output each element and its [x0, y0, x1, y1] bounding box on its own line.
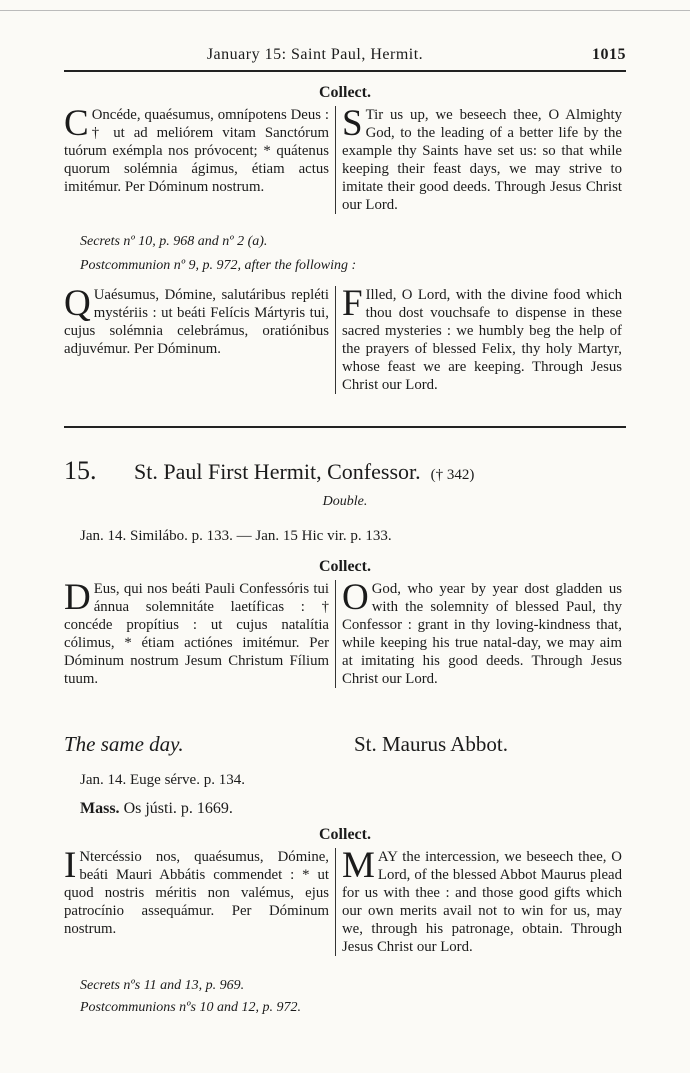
drop-cap: I — [64, 845, 77, 886]
section-rule — [64, 426, 626, 428]
page-number: 1015 — [592, 46, 626, 63]
english-text: Tir us up, we beseech thee, O Almighty God, to the leading of a better life by the example thy Saints have set us: so that while keeping their feast days, we may strive to imitate their good deeds. Through Jesus Christ our Lord. — [342, 107, 622, 213]
feast-number: 15. — [64, 456, 97, 485]
english-text: Illed, O Lord, with the divine food which thou dost vouchsafe to dispense in these sacred mysteries : we humbly beg the help of the prayers of blessed Felix, thy holy Martyr, whose feast we are keeping. Through Jesus Christ our Lord. — [342, 287, 622, 393]
drop-cap: F — [342, 283, 363, 324]
drop-cap: S — [342, 103, 363, 144]
feast-name: St. Paul First Hermit, Confessor. — [134, 459, 421, 484]
english-collect-1 — [335, 103, 622, 214]
same-day-label: The same day. — [64, 732, 184, 756]
collect-heading-3: Collect. — [319, 826, 371, 843]
drop-cap: D — [64, 577, 91, 618]
postcommunion-note-2: Postcommunions nºs 10 and 12, p. 972. — [80, 1000, 301, 1015]
latin-text: Eus, qui nos beáti Pauli Confessóris tui ánnua solemnitáte laetíficas : † concéde propítius : ut cujus natalítia cólimus, * étiam actiónes imitémur. Per Dóminum nostrum Jesum Christum Fílium tuum. — [64, 581, 329, 687]
latin-postcommunion — [64, 283, 335, 394]
drop-cap: O — [342, 577, 369, 618]
saint-name: St. Maurus Abbot. — [354, 732, 509, 756]
feast-rank: Double. — [322, 494, 368, 509]
mass-text: Os jústi. p. 1669. — [123, 800, 233, 817]
drop-cap: Q — [64, 283, 91, 324]
drop-cap: M — [342, 845, 375, 886]
latin-collect-1 — [64, 103, 335, 214]
feast-date: († 342) — [430, 467, 475, 483]
latin-text: Ntercéssio nos, quaésumus, Dómine, beáti Mauri Abbátis commendet : * ut quod nostris méritis non valémus, ejus patrocínio assequámur. Per Dóminum nostrum. — [64, 849, 329, 937]
latin-text: Oncéde, quaésumus, omnípotens Deus : † ut ad meliórem vitam Sanctórum tuórum exémpla nos próvocent; * quátenus quorum solémnia ágimus, étiam actus imitémur. Per Dóminum nostrum. — [64, 107, 329, 195]
english-collect-3 — [335, 845, 622, 956]
drop-cap: C — [64, 103, 89, 144]
mass-line — [80, 800, 233, 818]
english-postcommunion — [335, 283, 622, 394]
running-header — [64, 42, 626, 68]
english-text: AY the intercession, we beseech thee, O Lord, of the blessed Abbot Maurus plead for us with thee : and those good gifts which our own merits avail not to win for us, may we, through his patronage, obtain. Through Jesus Christ our Lord. — [342, 849, 622, 955]
collect-columns-3 — [64, 845, 626, 956]
running-title: January 15: Saint Paul, Hermit. — [206, 46, 424, 63]
latin-collect-2 — [64, 577, 335, 688]
feast-title — [64, 456, 626, 490]
latin-text: Uaésumus, Dómine, salutáribus repléti mystériis : ut beáti Felícis Mártyris tui, cujus solémnia celebrámus, oratiónibus adjuvémur. Per Dóminum. — [64, 287, 329, 357]
secrets-note-1: Secrets nº 10, p. 968 and nº 2 (a). — [80, 234, 268, 249]
secrets-note-2: Secrets nºs 11 and 13, p. 969. — [80, 978, 245, 993]
latin-collect-3 — [64, 845, 335, 956]
header-rule — [64, 70, 626, 72]
collect-heading-1: Collect. — [319, 84, 371, 101]
same-day-heading — [64, 732, 626, 762]
top-border — [0, 10, 690, 11]
postcommunion-note-1: Postcommunion nº 9, p. 972, after the following : — [80, 258, 357, 273]
collect-heading-2: Collect. — [319, 558, 371, 575]
english-collect-2 — [335, 577, 622, 688]
introit-reference-2: Jan. 14. Euge sérve. p. 134. — [80, 772, 245, 788]
english-text: God, who year by year dost gladden us with the solemnity of blessed Paul, thy Confessor : grant in thy loving-kindness that, while keeping his true natal-day, we may aim at imitating his good deeds. Through Jesus Christ our Lord. — [342, 581, 622, 687]
collect-columns-2 — [64, 577, 626, 688]
postcommunion-columns — [64, 283, 626, 394]
mass-label: Mass. — [80, 800, 120, 817]
introit-reference: Jan. 14. Similábo. p. 133. — Jan. 15 Hic vir. p. 133. — [80, 528, 392, 544]
collect-columns-1 — [64, 103, 626, 214]
